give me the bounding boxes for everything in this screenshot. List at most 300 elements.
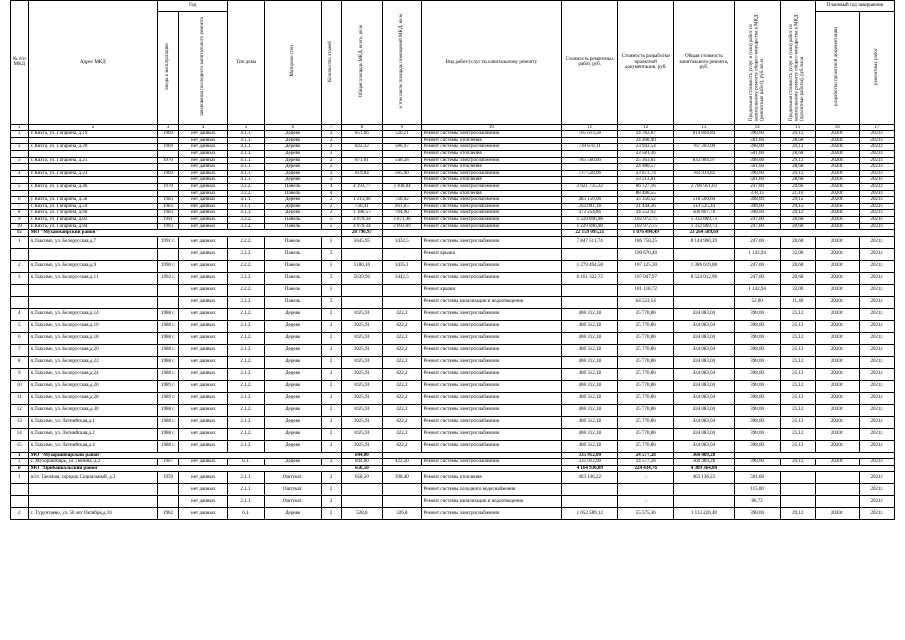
total-cost-cell: 8 144 960,39	[674, 236, 734, 248]
commission-year-cell: 1988 г.	[158, 440, 179, 452]
commission-year-cell	[158, 177, 179, 184]
premises-area-cell: 422,2	[383, 332, 421, 344]
header-plan-repair: ремонтных работ	[859, 11, 894, 124]
floors-cell: 5	[321, 296, 341, 308]
floors-cell: 5	[321, 248, 341, 260]
repair-cost-cell	[562, 177, 618, 184]
table-row	[11, 308, 895, 320]
wall-material-cell: Дерево	[264, 332, 321, 344]
row-number-cell	[11, 190, 29, 197]
repair-cost-cell	[562, 296, 618, 308]
total-cost-cell: 434 083,04	[674, 320, 734, 332]
limit-repair-cell: 398,00	[734, 428, 780, 440]
plan-repair-year-cell: 2021г.	[859, 150, 894, 157]
row-number-cell	[11, 496, 29, 508]
house-type-cell: 2.2.2.	[228, 236, 264, 248]
limit-repair-cell: 398,00	[734, 416, 780, 428]
plan-repair-year-cell: 2021г.	[859, 197, 894, 204]
floors-cell: 2	[321, 392, 341, 404]
last-repair-cell: нет данных	[178, 459, 227, 466]
house-type-cell: 2.2.2.	[228, 248, 264, 260]
row-number-cell: 14	[11, 428, 29, 440]
table-row	[11, 320, 895, 332]
empty-cell	[383, 452, 562, 459]
wall-material-cell: Дерево	[264, 137, 321, 144]
limit-design-cell: 29,12	[780, 203, 815, 210]
header-last-repair-year: завершения последнего капитального ремонта	[178, 11, 227, 124]
premises-area-cell: 422,2	[383, 428, 421, 440]
limit-repair-cell: 398,00	[734, 344, 780, 356]
limit-design-cell: 28,68	[780, 164, 815, 171]
last-repair-cell: нет данных	[178, 296, 227, 308]
premises-area-cell: 422,2	[383, 344, 421, 356]
work-type-cell: Ремонт системы отопления	[421, 150, 562, 157]
work-type-cell: Ремонт системы электроснабжения	[421, 170, 562, 177]
last-repair-cell: нет данных	[178, 320, 227, 332]
total-area-cell	[341, 296, 383, 308]
limit-design-cell: 29,12	[780, 144, 815, 151]
work-type-cell: Ремонт системы электроснабжения	[421, 404, 562, 416]
total-area-cell: 4 979,34	[341, 216, 383, 223]
premises-area-cell: 422,2	[383, 392, 421, 404]
empty-cell	[734, 452, 894, 459]
premises-area-cell: 505,90	[383, 170, 421, 177]
last-repair-cell: нет данных	[178, 170, 227, 177]
column-number: 16	[815, 124, 859, 131]
design-cost-cell: 25 770,86	[618, 428, 674, 440]
commission-year-cell: 1988 г.	[158, 308, 179, 320]
total-cost-cell: 434 083,04	[674, 356, 734, 368]
design-cost-cell: 21 444,26	[618, 203, 674, 210]
total-area-cell: 658,50	[341, 465, 383, 472]
address-cell: п.Таксимо, ул. Белорусская,д.7	[28, 236, 158, 248]
premises-area-cell	[383, 164, 421, 171]
header-plan-group: Плановый год завершения	[815, 1, 894, 12]
plan-design-year-cell: 2020г.	[815, 223, 859, 230]
plan-repair-year-cell: 2021г.	[859, 137, 894, 144]
plan-repair-year-cell: 2021г.	[859, 260, 894, 272]
header-wall-material: Материал стен	[264, 1, 321, 125]
work-type-cell: Ремонт системы электроснабжения	[421, 223, 562, 230]
address-cell: п.Таксимо, ул. Летнийская,д.2	[28, 428, 158, 440]
limit-design-cell: 25,12	[780, 308, 815, 320]
repair-cost-cell: 1 052 589,12	[562, 508, 618, 520]
total-cost-cell: 434 083,04	[674, 416, 734, 428]
table-row	[11, 472, 895, 484]
commission-year-cell: 1992 г.	[158, 272, 179, 284]
total-area-cell: 528,0	[341, 508, 383, 520]
repair-cost-cell: 408 312,18	[562, 308, 618, 320]
floors-cell: 2	[321, 150, 341, 157]
wall-material-cell: Панель	[264, 223, 321, 230]
limit-design-cell: 28,68	[780, 150, 815, 157]
limit-design-cell: 25,12	[780, 320, 815, 332]
total-area-cell: 1 213,96	[341, 197, 383, 204]
plan-design-year-cell: 2020г.	[815, 197, 859, 204]
wall-material-cell: Дерево	[264, 356, 321, 368]
work-type-cell: Ремонт системы электроснабжения	[421, 440, 562, 452]
commission-year-cell	[158, 190, 179, 197]
design-cost-cell: 23 873,74	[618, 170, 674, 177]
total-cost-cell: 784 914,82	[674, 170, 734, 177]
commission-year-cell: 1967	[158, 459, 179, 466]
work-type-cell: Ремонт крыши	[421, 248, 562, 260]
municipality-name-cell: МО "Прибайкальский район"	[28, 465, 341, 472]
total-cost-cell: 814 804,84	[674, 131, 734, 138]
plan-repair-year-cell: 2021г.	[859, 472, 894, 484]
work-type-cell: Ремонт системы отопления	[421, 137, 562, 144]
last-repair-cell: нет данных	[178, 150, 227, 157]
table-row	[11, 157, 895, 164]
house-type-cell: 2.2.2.	[228, 260, 264, 272]
repair-cost-cell: 408 312,18	[562, 320, 618, 332]
row-number-cell: 1	[11, 472, 29, 484]
design-cost-cell: 55 575,36	[618, 508, 674, 520]
plan-design-year-cell: 2020г.	[815, 320, 859, 332]
total-cost-cell	[674, 248, 734, 260]
total-area-cell	[341, 284, 383, 296]
last-repair-cell: нет данных	[178, 484, 227, 496]
floors-cell: 2	[321, 203, 341, 210]
limit-design-cell: 20,68	[780, 216, 815, 223]
premises-area-cell: 3432,5	[383, 236, 421, 248]
plan-design-year-cell: 2020г.	[815, 459, 859, 466]
table-row	[11, 170, 895, 177]
row-number-cell: 6	[11, 332, 29, 344]
total-area-cell: 658,50	[341, 472, 383, 484]
repair-cost-cell	[562, 150, 618, 157]
total-area-cell: 822,22	[341, 144, 383, 151]
total-design-cell: 1 076 494,49	[618, 230, 674, 237]
header-total-area: Общая площадь МКД, всего, кв.м	[341, 1, 383, 125]
total-cost-cell: 787 203,00	[674, 144, 734, 151]
wall-material-cell: Дерево	[264, 308, 321, 320]
commission-year-cell	[158, 296, 179, 308]
empty-cell	[734, 465, 894, 472]
repair-cost-cell: 293 091,18	[562, 203, 618, 210]
wall-material-cell: Дерево	[264, 203, 321, 210]
plan-design-year-cell: 2020г.	[815, 203, 859, 210]
limit-design-cell: 25,12	[780, 368, 815, 380]
plan-design-year-cell: 2020г.	[815, 150, 859, 157]
row-number-cell	[11, 296, 29, 308]
work-type-cell: Ремонт системы электроснабжения	[421, 236, 562, 248]
limit-design-cell: 28,68	[780, 137, 815, 144]
design-cost-cell: 24 980,57	[618, 164, 674, 171]
plan-design-year-cell: 2020г.	[815, 170, 859, 177]
total-cost-cell: 360 489,28	[674, 452, 734, 459]
house-type-cell: 3.2.2.	[228, 183, 264, 190]
total-area-cell: 871,01	[341, 157, 383, 164]
limit-repair-cell: 247,00	[734, 272, 780, 284]
premises-area-cell: 326,8	[383, 508, 421, 520]
table-row	[11, 183, 895, 190]
limit-repair-cell: 501,60	[734, 177, 780, 184]
plan-design-year-cell	[815, 472, 859, 484]
work-type-cell: Ремонт системы электроснабжения	[421, 368, 562, 380]
column-number: 12	[618, 124, 674, 131]
limit-design-cell	[780, 484, 815, 496]
limit-design-cell: 20,68	[780, 236, 815, 248]
wall-material-cell: Панель	[264, 236, 321, 248]
total-design-cell: 24 577,28	[618, 452, 674, 459]
wall-material-cell: Дерево	[264, 404, 321, 416]
total-area-cell	[341, 190, 383, 197]
limit-repair-cell: 1 142,94	[734, 284, 780, 296]
row-number-cell: 3	[11, 272, 29, 284]
commission-year-cell: 1959	[158, 472, 179, 484]
table-row	[11, 496, 895, 508]
table-row	[11, 380, 895, 392]
total-area-cell: 1025,91	[341, 404, 383, 416]
address-cell	[28, 190, 158, 197]
total-cost-cell	[674, 496, 734, 508]
plan-repair-year-cell: 2021г.	[859, 404, 894, 416]
house-type-cell: 4.1.1.	[228, 210, 264, 217]
total-cost-cell	[674, 177, 734, 184]
design-cost-cell: -	[618, 496, 674, 508]
floors-cell: 2	[321, 508, 341, 520]
premises-area-cell: 422,20	[383, 459, 421, 466]
repair-cost-cell	[562, 190, 618, 197]
header-repair-cost: Стоимость ремонтных работ, руб.	[562, 1, 618, 125]
work-type-cell: Ремонт системы электроснабжения	[421, 144, 562, 151]
commission-year-cell: 1988 г.	[158, 428, 179, 440]
work-type-cell: Ремонт системы отопления	[421, 190, 562, 197]
limit-repair-cell: 398,00	[734, 170, 780, 177]
total-area-cell: 1025,91	[341, 332, 383, 344]
commission-year-cell: 1989 г.	[158, 380, 179, 392]
repair-cost-cell: 765 613,58	[562, 131, 618, 138]
limit-design-cell: 29,12	[780, 197, 815, 204]
floors-cell: 2	[321, 170, 341, 177]
house-type-cell: 4.1.1.	[228, 144, 264, 151]
wall-material-cell: Дерево	[264, 368, 321, 380]
column-number: 14	[734, 124, 780, 131]
plan-design-year-cell: 2020г.	[815, 144, 859, 151]
table-row	[11, 272, 895, 284]
limit-design-cell: 32,00	[780, 248, 815, 260]
plan-repair-year-cell: 2021г.	[859, 131, 894, 138]
house-type-cell: 2.2.2.	[228, 284, 264, 296]
repair-cost-cell: 2 621 735,32	[562, 183, 618, 190]
total-count-cell: 15	[11, 230, 29, 237]
plan-repair-year-cell: 2021г.	[859, 416, 894, 428]
limit-design-cell: 25,12	[780, 356, 815, 368]
row-number-cell: 13	[11, 416, 29, 428]
municipality-total-row	[11, 465, 895, 472]
limit-repair-cell: 52,00	[734, 296, 780, 308]
premises-area-cell: 422,2	[383, 320, 421, 332]
total-cost-cell	[674, 164, 734, 171]
house-type-cell: 4.1.1.	[228, 170, 264, 177]
repair-cost-cell: 737 528,06	[562, 170, 618, 177]
last-repair-cell: нет данных	[178, 236, 227, 248]
design-cost-cell: 25 770,86	[618, 416, 674, 428]
last-repair-cell: нет данных	[178, 260, 227, 272]
total-cost-cell: 434 083,04	[674, 344, 734, 356]
plan-design-year-cell: 2020г.	[815, 164, 859, 171]
wall-material-cell: Дерево	[264, 131, 321, 138]
commission-year-cell: 1988 г.	[158, 332, 179, 344]
premises-area-cell: 422,2	[383, 368, 421, 380]
total-cost-cell: 1 332 869,73	[674, 216, 734, 223]
row-number-cell: 2	[11, 260, 29, 272]
total-area-cell: 1025,91	[341, 440, 383, 452]
work-type-cell: Ремонт системы электроснабжения	[421, 320, 562, 332]
floors-cell: 5	[321, 284, 341, 296]
limit-repair-cell: 398,00	[734, 210, 780, 217]
column-number: 3	[158, 124, 179, 131]
house-type-cell: 4.1.1.	[228, 177, 264, 184]
total-area-cell: 5639,96	[341, 272, 383, 284]
plan-design-year-cell: 2020г.	[815, 392, 859, 404]
limit-design-cell: 20,66	[780, 183, 815, 190]
address-cell: г. Кяхта, ул. Гагарина, д.82	[28, 216, 158, 223]
last-repair-cell: нет данных	[178, 216, 227, 223]
total-repair-cell: 335 912,00	[562, 452, 618, 459]
work-type-cell: Ремонт системы электроснабжения	[421, 203, 562, 210]
last-repair-cell: нет данных	[178, 203, 227, 210]
header-design-cost: Стоимость разработки проектной документации, руб.	[618, 1, 674, 125]
commission-year-cell: 1988 г.	[158, 416, 179, 428]
house-type-cell: 4.1.1.	[228, 164, 264, 171]
limit-design-cell: 25,12	[780, 416, 815, 428]
premises-area-cell: 3 693,09	[383, 223, 421, 230]
address-cell	[28, 137, 158, 144]
premises-area-cell: 422,2	[383, 308, 421, 320]
address-cell: п.Таксимо, ул. Белорусская,д.26	[28, 380, 158, 392]
work-type-cell: Ремонт системы электроснабжения	[421, 216, 562, 223]
limit-design-cell	[780, 472, 815, 484]
municipality-name-cell: МО "Мухоршибирский район"	[28, 452, 341, 459]
plan-repair-year-cell: 2021г.	[859, 484, 894, 496]
wall-material-cell: Оштукат.	[264, 484, 321, 496]
house-type-cell: 2.2.2.	[228, 272, 264, 284]
commission-year-cell: 1988 г.	[158, 368, 179, 380]
house-type-cell: 2.1.1.	[228, 484, 264, 496]
floors-cell: 2	[321, 157, 341, 164]
plan-repair-year-cell: 2021г.	[859, 356, 894, 368]
total-cost-cell: 434 083,04	[674, 332, 734, 344]
repair-cost-cell	[562, 284, 618, 296]
design-cost-cell: 25 770,86	[618, 356, 674, 368]
plan-design-year-cell: 2020г.	[815, 332, 859, 344]
premises-area-cell: 526,21	[383, 131, 421, 138]
floors-cell: 2	[321, 164, 341, 171]
table-row	[11, 344, 895, 356]
repair-cost-cell	[562, 496, 618, 508]
wall-material-cell: Дерево	[264, 197, 321, 204]
house-type-cell: 2.1.2.	[228, 344, 264, 356]
empty-cell	[383, 465, 562, 472]
row-number-cell	[11, 177, 29, 184]
header-plan-design: разработки проектной документации	[815, 11, 859, 124]
floors-cell: 5	[321, 236, 341, 248]
last-repair-cell: нет данных	[178, 197, 227, 204]
municipality-total-row	[11, 452, 895, 459]
header-commission-year: ввода в эксплуатацию	[158, 11, 179, 124]
table-row	[11, 332, 895, 344]
row-number-cell: 4	[11, 308, 29, 320]
wall-material-cell: Панель	[264, 284, 321, 296]
limit-design-cell: 25,12	[780, 392, 815, 404]
table-row	[11, 508, 895, 520]
column-number: 7	[321, 124, 341, 131]
work-type-cell: Ремонт системы электроснабжения	[421, 332, 562, 344]
premises-area-cell: 3 671,46	[383, 216, 421, 223]
plan-design-year-cell: 2020г.	[815, 177, 859, 184]
commission-year-cell: 1983	[158, 203, 179, 210]
commission-year-cell: 1988 г.	[158, 356, 179, 368]
wall-material-cell: Дерево	[264, 459, 321, 466]
work-type-cell: Ремонт системы канализации и водоотведения	[421, 296, 562, 308]
plan-repair-year-cell: 2021г.	[859, 380, 894, 392]
plan-design-year-cell: 2020г.	[815, 260, 859, 272]
plan-repair-year-cell: 2021г.	[859, 183, 894, 190]
plan-design-year-cell: 2020г.	[815, 344, 859, 356]
plan-design-year-cell	[815, 496, 859, 508]
total-cost-cell: 1 332 869,73	[674, 223, 734, 230]
table-row	[11, 440, 895, 452]
limit-design-cell: 25,12	[780, 428, 815, 440]
limit-repair-cell: 501,60	[734, 150, 780, 157]
work-type-cell: Ремонт системы электроснабжения	[421, 344, 562, 356]
column-number: 10	[421, 124, 562, 131]
table-row	[11, 197, 895, 204]
address-cell: г. Кяхта, ул. Гагарина, д.60	[28, 210, 158, 217]
total-area-cell	[341, 496, 383, 508]
premises-area-cell: 704,90	[383, 210, 421, 217]
row-number-cell: 5	[11, 320, 29, 332]
design-cost-cell: 190 670,40	[618, 248, 674, 260]
column-number: 6	[264, 124, 321, 131]
work-type-cell: Ремонт системы холодного водоснабжения	[421, 484, 562, 496]
commission-year-cell: 1989 г.	[158, 392, 179, 404]
house-type-cell: 4.1.1.	[228, 150, 264, 157]
commission-year-cell	[158, 137, 179, 144]
commission-year-cell	[158, 496, 179, 508]
wall-material-cell: Оштукат.	[264, 472, 321, 484]
limit-repair-cell: 501,60	[734, 137, 780, 144]
house-type-cell: 6.1.	[228, 508, 264, 520]
repair-cost-cell	[562, 164, 618, 171]
table-row	[11, 216, 895, 223]
house-type-cell: 6.1.	[228, 459, 264, 466]
total-repair-cell: 22 159 095,21	[562, 230, 618, 237]
plan-design-year-cell: 2020г.	[815, 248, 859, 260]
plan-repair-year-cell: 2021г.	[859, 296, 894, 308]
commission-year-cell	[158, 284, 179, 296]
address-cell	[28, 177, 158, 184]
row-number-cell: 6	[11, 197, 29, 204]
table-row	[11, 177, 895, 184]
last-repair-cell: нет данных	[178, 368, 227, 380]
address-cell: г. Кяхта, ул. Гагарина, д.58	[28, 197, 158, 204]
address-cell: п.Таксимо, ул. Белорусская,д.18	[28, 332, 158, 344]
row-number-cell: 8	[11, 210, 29, 217]
plan-design-year-cell: 2020г.	[815, 216, 859, 223]
work-type-cell: Ремонт системы электроснабжения	[421, 183, 562, 190]
row-number-cell: 9	[11, 368, 29, 380]
total-area-cell	[341, 248, 383, 260]
floors-cell: 2	[321, 308, 341, 320]
table-row	[11, 392, 895, 404]
address-cell	[28, 164, 158, 171]
repair-cost-cell: 408 312,18	[562, 368, 618, 380]
floors-cell: 2	[321, 459, 341, 466]
total-cost-cell	[674, 484, 734, 496]
